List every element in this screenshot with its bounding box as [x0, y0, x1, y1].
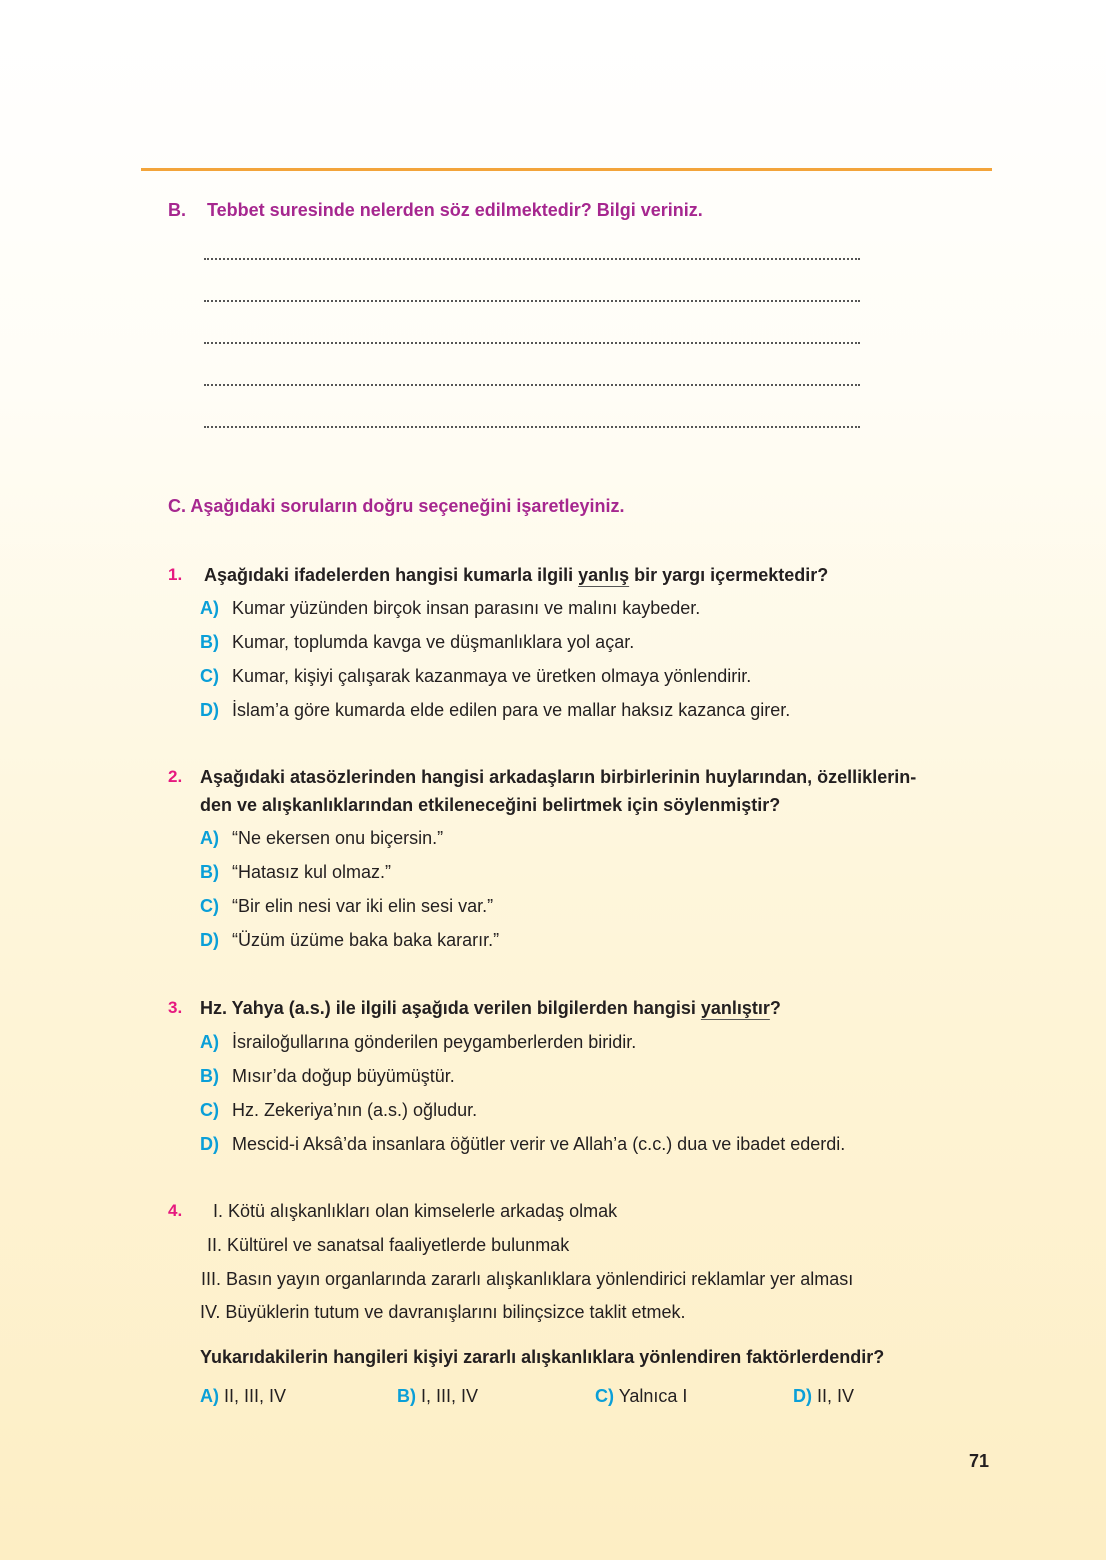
option-letter: A)	[200, 828, 219, 848]
question-1-text	[204, 565, 828, 586]
option-letter: D)	[200, 700, 219, 720]
question-2-option-b[interactable]	[200, 862, 391, 883]
option-letter: D)	[200, 930, 219, 950]
question-1-option-c[interactable]	[200, 666, 751, 687]
option-text: I, III, IV	[421, 1386, 479, 1406]
question-4-item-1: I. Kötü alışkanlıkları olan kimselerle arkadaş olmak	[213, 1201, 618, 1221]
option-text: Mescid-i Aksâ’da insanlara öğütler verir ve Allah’a (c.c.) dua ve ibadet ederdi.	[232, 1134, 846, 1154]
question-4-item-3: III. Basın yayın organlarında zararlı alışkanlıklara yönlendirici reklamlar yer alması	[201, 1269, 854, 1289]
question-4-option-a[interactable]	[200, 1386, 286, 1407]
section-b-heading	[168, 200, 703, 221]
option-letter: C)	[200, 896, 219, 916]
question-3-option-b[interactable]	[200, 1066, 455, 1087]
option-text: Yalnıca I	[618, 1386, 688, 1406]
question-2-number: 2.	[168, 767, 183, 786]
answer-line[interactable]	[204, 384, 860, 386]
option-letter: B)	[200, 862, 219, 882]
question-4-option-c[interactable]	[595, 1386, 687, 1407]
option-text: Hz. Zekeriya’nın (a.s.) oğludur.	[232, 1100, 478, 1120]
question-4-option-d[interactable]	[793, 1386, 854, 1407]
question-2-option-d[interactable]	[200, 930, 499, 951]
option-letter: B)	[200, 632, 219, 652]
question-3-text-post: ?	[769, 998, 781, 1018]
option-text: Mısır’da doğup büyümüştür.	[232, 1066, 455, 1086]
answer-line[interactable]	[204, 258, 860, 260]
question-1-text-post: bir yargı içermektedir?	[629, 565, 829, 585]
answer-line[interactable]	[204, 426, 860, 428]
option-text: “Üzüm üzüme baka baka kararır.”	[232, 930, 500, 950]
option-text: II, III, IV	[224, 1386, 287, 1406]
option-text: “Bir elin nesi var iki elin sesi var.”	[232, 896, 494, 916]
option-letter: C)	[595, 1386, 614, 1406]
option-letter: D)	[793, 1386, 812, 1406]
question-3-option-c[interactable]	[200, 1100, 477, 1121]
top-divider	[141, 168, 992, 171]
question-4-number: 4.	[168, 1201, 183, 1220]
question-2-option-a[interactable]	[200, 828, 443, 849]
question-4-item-2: II. Kültürel ve sanatsal faaliyetlerde bulunmak	[207, 1235, 570, 1255]
option-letter: C)	[200, 1100, 219, 1120]
answer-line[interactable]	[204, 342, 860, 344]
question-3-underlined: yanlıştır	[700, 998, 770, 1018]
question-1-underlined: yanlış	[578, 565, 630, 585]
section-c-heading: C. Aşağıdaki soruların doğru seçeneğini işaretleyiniz.	[168, 496, 625, 516]
question-1-text-pre: Aşağıdaki ifadelerden hangisi kumarla ilgili	[204, 565, 579, 585]
question-2-line-2: den ve alışkanlıklarından etkileneceğini belirtmek için söylenmiştir?	[200, 795, 781, 815]
question-4-item-4: IV. Büyüklerin tutum ve davranışlarını bilinçsizce taklit etmek.	[200, 1302, 686, 1322]
option-text: “Hatasız kul olmaz.”	[232, 862, 392, 882]
option-letter: B)	[200, 1066, 219, 1086]
option-letter: D)	[200, 1134, 219, 1154]
section-b-label: B.	[168, 200, 186, 220]
page-number: 71	[969, 1451, 990, 1471]
option-letter: A)	[200, 1386, 219, 1406]
option-text: “Ne ekersen onu biçersin.”	[232, 828, 444, 848]
option-text: İsrailoğullarına gönderilen peygamberlerden biridir.	[232, 1032, 637, 1052]
answer-line[interactable]	[204, 300, 860, 302]
option-text: II, IV	[817, 1386, 855, 1406]
question-3-option-a[interactable]	[200, 1032, 636, 1053]
option-letter: A)	[200, 1032, 219, 1052]
section-b-question: Tebbet suresinde nelerden söz edilmektedir? Bilgi veriniz.	[207, 200, 703, 220]
option-text: Kumar, kişiyi çalışarak kazanmaya ve üretken olmaya yönlendirir.	[232, 666, 752, 686]
question-2-line-1: Aşağıdaki atasözlerinden hangisi arkadaşların birbirlerinin huylarından, özelliklerin-	[200, 767, 917, 787]
question-4-text: Yukarıdakilerin hangileri kişiyi zararlı alışkanlıklara yönlendiren faktörlerdendir?	[200, 1347, 885, 1367]
question-3-text-pre: Hz. Yahya (a.s.) ile ilgili aşağıda verilen bilgilerden hangisi	[200, 998, 701, 1018]
question-1-option-d[interactable]	[200, 700, 790, 721]
question-3-number: 3.	[168, 998, 183, 1017]
question-1-option-a[interactable]	[200, 598, 700, 619]
option-text: Kumar yüzünden birçok insan parasını ve malını kaybeder.	[232, 598, 701, 618]
question-3-option-d[interactable]	[200, 1134, 845, 1155]
question-2-option-c[interactable]	[200, 896, 493, 917]
option-text: Kumar, toplumda kavga ve düşmanlıklara yol açar.	[232, 632, 635, 652]
question-1-option-b[interactable]	[200, 632, 634, 653]
option-text: İslam’a göre kumarda elde edilen para ve mallar haksız kazanca girer.	[232, 700, 791, 720]
question-1-number: 1.	[168, 565, 183, 584]
question-3-text	[200, 998, 781, 1019]
option-letter: A)	[200, 598, 219, 618]
option-letter: B)	[397, 1386, 416, 1406]
question-4-option-b[interactable]	[397, 1386, 478, 1407]
option-letter: C)	[200, 666, 219, 686]
